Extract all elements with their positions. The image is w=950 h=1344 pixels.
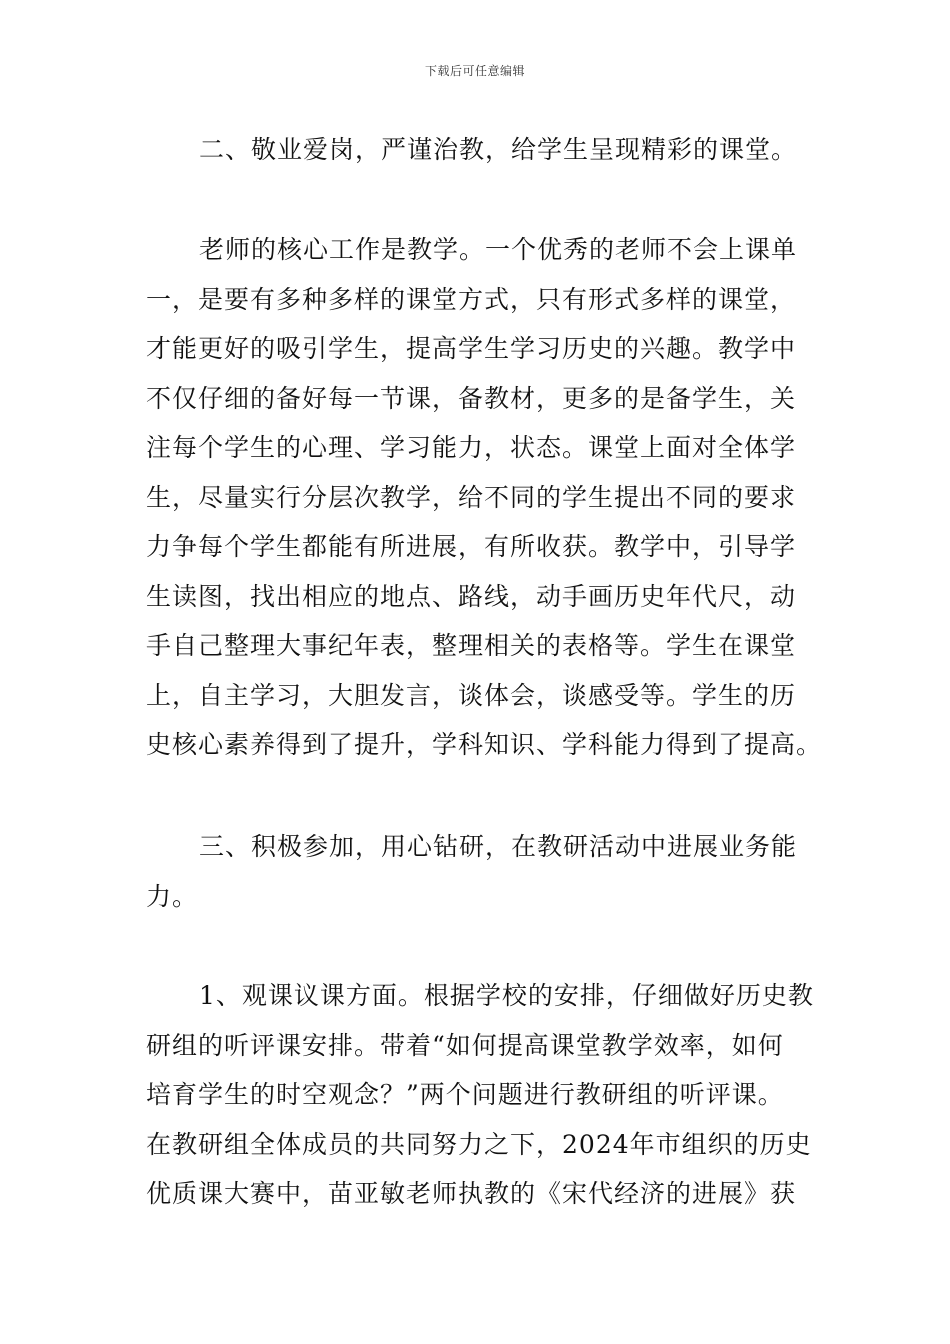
paragraph-line: 研组的听评课安排。带着“如何提高课堂教学效率，如何 bbox=[146, 1030, 784, 1060]
paragraph-line: 生，尽量实行分层次教学，给不同的学生提出不同的要求 bbox=[146, 482, 797, 512]
paragraph-line: 不仅仔细的备好每一节课，备教材，更多的是备学生，关 bbox=[146, 383, 797, 413]
paragraph-line: 上，自主学习，大胆发言，谈体会，谈感受等。学生的历 bbox=[146, 680, 797, 710]
body-paragraph-observation bbox=[146, 971, 814, 1219]
paragraph-line: 力。 bbox=[146, 881, 199, 911]
paragraph-line: 一，是要有多种多样的课堂方式，只有形式多样的课堂， bbox=[146, 284, 797, 314]
paragraph-line: 注每个学生的心理、学习能力，状态。课堂上面对全体学 bbox=[146, 433, 797, 462]
paragraph-line: 史核心素养得到了提升，学科知识、学科能力得到了提高。 bbox=[146, 730, 823, 759]
paragraph-line: 培育学生的时空观念？”两个问题进行教研组的听评课。 bbox=[146, 1080, 784, 1109]
paragraph-line: 老师的核心工作是教学。一个优秀的老师不会上课单 bbox=[199, 235, 798, 264]
paragraph-line: 力争每个学生都能有所进展，有所收获。教学中，引导学 bbox=[146, 532, 797, 561]
header-note: 下载后可任意编辑 bbox=[424, 64, 525, 78]
paragraph-line: 在教研组全体成员的共同努力之下，2024年市组织的历史 bbox=[146, 1129, 812, 1159]
paragraph-line: 手自己整理大事纪年表，整理相关的表格等。学生在课堂 bbox=[146, 631, 797, 660]
paragraph-line: 优质课大赛中，苗亚敏老师执教的《宋代经济的进展》获 bbox=[146, 1179, 797, 1208]
body-paragraph-teaching bbox=[146, 225, 823, 770]
paragraph-line: 1、观课议课方面。根据学校的安排，仔细做好历史教 bbox=[199, 981, 814, 1010]
paragraph-line: 生读图，找出相应的地点、路线，动手画历史年代尺，动 bbox=[146, 581, 797, 611]
paragraph-line: 才能更好的吸引学生，提高学生学习历史的兴趣。教学中 bbox=[146, 334, 797, 363]
paragraph-line: 三、积极参加，用心钻研，在教研活动中进展业务能 bbox=[199, 832, 798, 861]
section-heading-2 bbox=[146, 125, 808, 175]
section-heading-3 bbox=[146, 822, 808, 921]
paragraph-line: 二、敬业爱岗，严谨治教，给学生呈现精彩的课堂。 bbox=[199, 135, 798, 164]
